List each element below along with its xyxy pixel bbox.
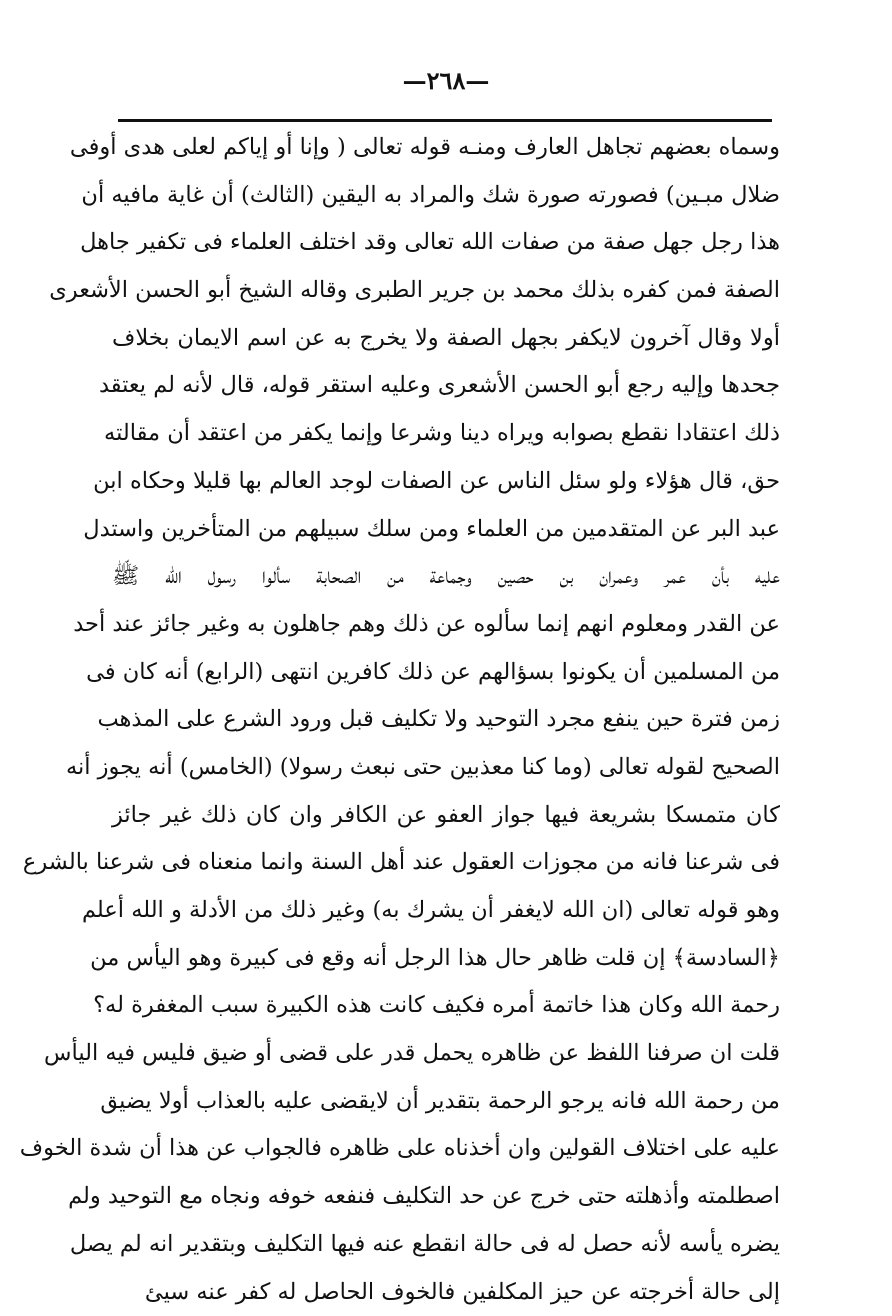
text-line: الصحيح لقوله تعالى (وما كنا معذبين حتى نبعث رسولا) (الخامس) أنه يجوز أنه [112,744,780,792]
text-line: من المسلمين أن يكونوا بسؤالهم عن ذلك كافرين انتهى (الرابع) أنه كان فى [112,649,780,697]
text-line: وسماه بعضهم تجاهل العارف ومنـه قوله تعالى ( وإنا أو إياكم لعلى هدى أوفى [112,124,780,172]
text-line: ذلك اعتقادا نقطع بصوابه ويراه دينا وشرعا وإنما يكفر من اعتقد أن مقالته [112,410,780,458]
text-line: الصفة فمن كفره بذلك محمد بن جرير الطبرى وقاله الشيخ أبو الحسن الأشعرى [112,267,780,315]
text-line: أولا وقال آخرون لايكفر بجهل الصفة ولا يخرج به عن اسم الايمان بخلاف [112,315,780,363]
text-line: إلى حالة أخرجته عن حيز المكلفين فالخوف الحاصل له كفر عنه سيئ [112,1269,780,1316]
text-line: عليه على اختلاف القولين وان أخذناه على ظاهره فالجواب عن هذا أن شدة الخوف [112,1125,780,1173]
text-line: اصطلمته وأذهلته حتى خرج عن حد التكليف فنفعه خوفه ونجاه مع التوحيد ولم [112,1173,780,1221]
text-line: عن القدر ومعلوم انهم إنما سألوه عن ذلك وهم جاهلون به وغير جائز عند أحد [112,601,780,649]
text-line: زمن فترة حين ينفع مجرد التوحيد ولا تكليف قبل ورود الشرع على المذهب [112,696,780,744]
text-line: عليه بأن عمر وعمران بن حصين وجماعة من الصحابة سألوا رسول الله ﷺ [112,553,780,601]
text-line: جحدها وإليه رجع أبو الحسن الأشعرى وعليه استقر قوله، قال لأنه لم يعتقد [112,362,780,410]
text-line: قلت ان صرفنا اللفظ عن ظاهره يحمل قدر على قضى أو ضيق فليس فيه اليأس [112,1030,780,1078]
text-line: فى شرعنا فانه من مجوزات العقول عند أهل السنة وانما منعناه فى شرعنا بالشرع [112,839,780,887]
text-line: هذا رجل جهل صفة من صفات الله تعالى وقد اختلف العلماء فى تكفير جاهل [112,219,780,267]
text-line: كان متمسكا بشريعة فيها جواز العفو عن الكافر وان كان ذلك غير جائز [112,792,780,840]
text-line: رحمة الله وكان هذا خاتمة أمره فكيف كانت هذه الكبيرة سبب المغفرة له؟ [112,982,780,1030]
body-text [112,124,780,1316]
text-line: حق، قال هؤلاء ولو سئل الناس عن الصفات لوجد العالم بها قليلا وحكاه ابن [112,458,780,506]
text-line: ﴿السادسة﴾ إن قلت ظاهر حال هذا الرجل أنه وقع فى كبيرة وهو اليأس من [112,935,780,983]
text-line: ضلال مبـين) فصورته صورة شك والمراد به اليقين (الثالث) أن غاية مافيه أن [112,172,780,220]
page-number: —٢٦٨— [0,66,892,95]
header-rule [118,119,772,122]
text-line: يضره يأسه لأنه حصل له فى حالة انقطع عنه فيها التكليف وبتقدير انه لم يصل [112,1221,780,1269]
text-line: وهو قوله تعالى (ان الله لايغفر أن يشرك به) وغير ذلك من الأدلة و الله أعلم [112,887,780,935]
text-line: عبد البر عن المتقدمين من العلماء ومن سلك سبيلهم من المتأخرين واستدل [112,506,780,554]
text-line: من رحمة الله فانه يرجو الرحمة بتقدير أن لايقضى عليه بالعذاب أولا يضيق [112,1078,780,1126]
